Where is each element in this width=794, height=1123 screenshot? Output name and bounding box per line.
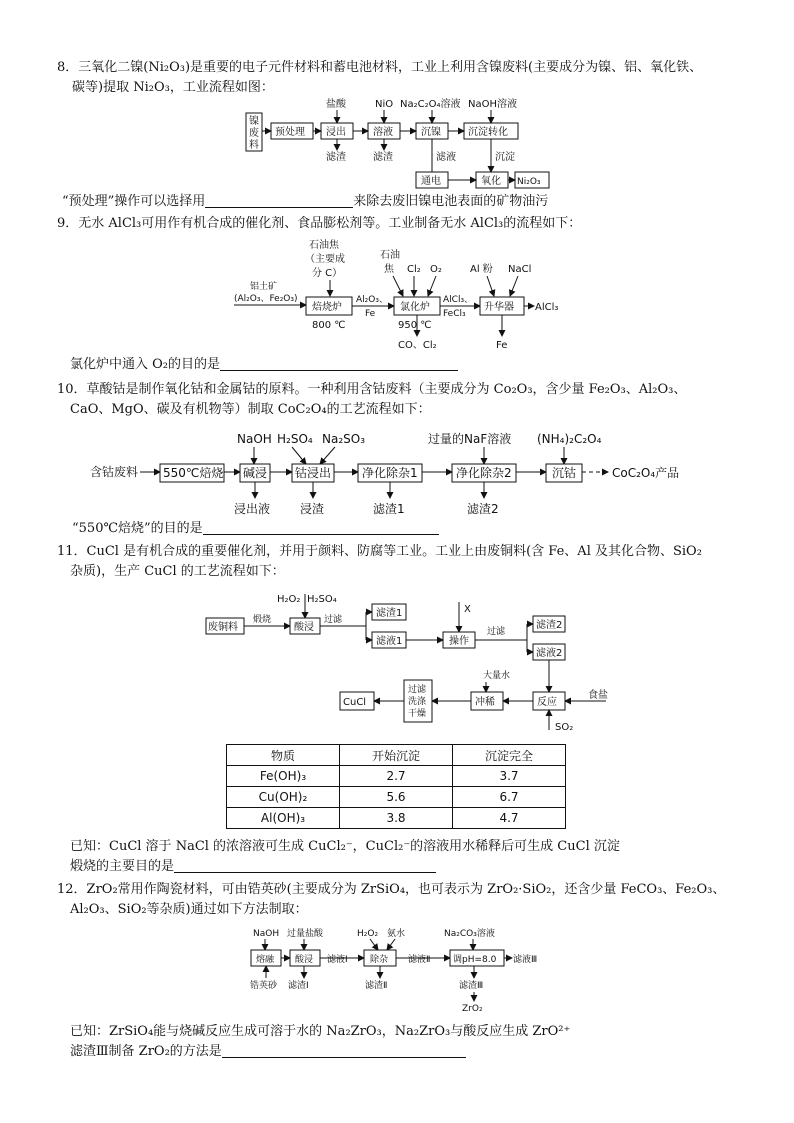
q11-question-text: 煅烧的主要目的是: [70, 859, 175, 874]
q12-stem-line2: Al₂O₃、SiO₂等杂质)通过如下方法制取：: [70, 902, 308, 917]
q8-stem-line1: 8．三氧化二镍(Ni₂O₃)是重要的电子元件材料和蓄电池材料，工业上利用含镍废料(主要成分为镍、铝、氧化铁、: [57, 60, 703, 75]
q12-naoh: NaOH: [253, 929, 280, 939]
q8-step-label: 沉淀转化: [468, 127, 508, 138]
q8-question-pre: “预处理”操作可以选择用: [62, 194, 206, 209]
q8-residue: 滤渣: [373, 152, 393, 163]
q12-step-label: 除杂: [370, 955, 389, 965]
q9-sublimer-label: 升华器: [484, 302, 514, 313]
q11-so2: SO₂: [555, 722, 574, 733]
q9-ore: 铝土矿: [250, 282, 278, 292]
table-cell: 3.7: [453, 766, 566, 787]
q8-residue: 滤渣: [326, 152, 346, 163]
q10-step-label: 550℃焙烧: [163, 466, 224, 480]
q8-source-char: 镍: [249, 116, 259, 127]
q11-filtrate1: 滤液1: [376, 636, 403, 647]
q9-roaster-label: 焙烧炉: [312, 302, 342, 313]
q11-filter2: 过滤: [487, 627, 506, 637]
q12-na2co3: Na₂CO₃溶液: [444, 929, 495, 939]
q10-question: [72, 519, 439, 539]
q12-zro2: ZrO₂: [462, 1004, 483, 1014]
q12-residue2: 滤渣Ⅱ: [365, 981, 388, 991]
q9-fe: Fe: [496, 340, 508, 351]
table-cell: 5.6: [340, 787, 453, 808]
q11-acid: 酸浸: [294, 622, 314, 633]
q10-source: 含钴废料: [90, 465, 139, 479]
q12-known: 已知：ZrSiO₄能与烧碱反应生成可溶于水的 Na₂ZrO₃，Na₂ZrO₃与酸反应生成 ZrO²⁺: [70, 1024, 571, 1039]
q8-question: [62, 192, 548, 212]
q9-mid2: AlCl₃、: [443, 295, 474, 305]
q8-source-char: 废: [249, 128, 259, 139]
q12-nh3: 氨水: [387, 929, 406, 939]
q9-chlorinator-label: 氯化炉: [400, 302, 430, 313]
table-header: 物质: [227, 745, 340, 766]
table-cell: 2.7: [340, 766, 453, 787]
table-row: [227, 808, 566, 829]
q10-output: 滤渣2: [467, 502, 499, 516]
q11-residue2: 滤渣2: [536, 620, 563, 631]
q10-output: 浸渣: [300, 502, 325, 516]
table-row: [227, 787, 566, 808]
q9-coke-note: 石油焦: [309, 240, 339, 251]
table-cell: Cu(OH)₂: [227, 787, 340, 808]
q8-step-label: 通电: [421, 176, 441, 187]
q10-question-text: “550℃焙烧”的目的是: [72, 521, 203, 536]
q8-filtrate: 滤液: [436, 152, 456, 163]
q10-reagent-oxalate: (NH₄)₂C₂O₄: [537, 432, 602, 446]
q9-cl2: Cl₂: [407, 264, 421, 275]
q11-answer-blank[interactable]: [174, 858, 436, 873]
q12-filtrate2: 滤液Ⅱ: [408, 955, 431, 965]
table-cell: Al(OH)₃: [227, 808, 340, 829]
q10-reagent-na2so3: Na₂SO₃: [322, 432, 366, 446]
q11-post: 过滤: [408, 685, 427, 695]
q8-stem-line2: 碳等)提取 Ni₂O₃，工业流程如图：: [72, 80, 274, 95]
q10-output: 滤渣1: [373, 502, 405, 516]
q12-residue1: 滤渣Ⅰ: [288, 981, 309, 991]
q8-precipitate: 沉淀: [495, 152, 515, 163]
q11-filter1: 过滤: [324, 615, 343, 625]
q9-temp1: 800 ℃: [312, 320, 346, 331]
q10-output: 浸出液: [234, 502, 271, 516]
q11-flowchart: [206, 594, 608, 733]
q9-ore-composition: (Al₂O₃、Fe₂O₃): [234, 294, 298, 304]
q11-known: 已知：CuCl 溶于 NaCl 的浓溶液可生成 CuCl₂⁻，CuCl₂⁻的溶液用水稀释后可生成 CuCl 沉淀: [70, 839, 620, 854]
q9-nacl: NaCl: [508, 264, 532, 275]
q12-step-label: 调pH=8.0: [453, 955, 497, 965]
q12-question: [70, 1042, 466, 1062]
q9-question: [70, 355, 458, 375]
q8-step-label: 沉镍: [421, 127, 441, 138]
q8-answer-blank[interactable]: [205, 193, 353, 208]
q11-dilute: 冲稀: [475, 697, 495, 708]
q12-answer-blank[interactable]: [222, 1043, 466, 1058]
q9-gas: CO、Cl₂: [398, 340, 437, 351]
q8-reagent-hcl: 盐酸: [326, 99, 346, 110]
q8-step-label: 溶液: [373, 127, 393, 138]
q12-flowchart: [250, 927, 537, 1014]
q11-calcine: 煅烧: [253, 615, 272, 625]
q8-reagent-naoh: NaOH溶液: [468, 99, 517, 110]
q10-step-label: 碱浸: [243, 466, 268, 480]
q8-reagent-oxalate: Na₂C₂O₄溶液: [400, 99, 461, 110]
table-row: [227, 766, 566, 787]
q8-flowchart: [246, 97, 549, 188]
q11-filtrate2: 滤液2: [536, 648, 563, 659]
q9-coke-note: （主要成: [305, 254, 345, 265]
q9-flowchart: [234, 238, 558, 351]
q12-residue3: 滤渣Ⅲ: [459, 981, 484, 991]
q8-question-post: 来除去废旧镍电池表面的矿物油污: [353, 194, 549, 209]
q12-stem-line1: 12．ZrO₂常用作陶瓷材料，可由锆英砂(主要成分为 ZrSiO₄，也可表示为 ZrO₂·SiO₂，还含少量 FeCO₃、Fe₂O₃、: [57, 882, 726, 897]
q10-reagent-naoh: NaOH: [237, 432, 272, 446]
q9-mid1: Al₂O₃、: [356, 295, 388, 305]
q10-step-label: 钴浸出: [295, 466, 332, 480]
table-cell: 6.7: [453, 787, 566, 808]
q12-zircon: 锆英砂: [250, 981, 278, 991]
q10-product: CoC₂O₄产品: [612, 466, 680, 480]
q10-stem-line2: CaO、MgO、碳及有机物等）制取 CoC₂O₄的工艺流程如下：: [70, 402, 431, 417]
q8-product: Ni₂O₃: [517, 177, 541, 187]
q11-ph-table: [226, 744, 566, 829]
table-header: 开始沉淀: [340, 745, 453, 766]
q11-h2so4: H₂SO₄: [307, 594, 337, 605]
q9-mid1-fe: Fe: [365, 309, 376, 319]
table-cell: Fe(OH)₃: [227, 766, 340, 787]
table-cell: 3.8: [340, 808, 453, 829]
q9-coke2: 石油: [380, 250, 400, 261]
q8-step-label: 氧化: [481, 176, 501, 187]
q12-step-label: 熔融: [256, 955, 275, 965]
q9-coke-note: 分 C）: [312, 268, 343, 279]
q8-step-label: 预处理: [275, 127, 305, 138]
q11-product: CuCl: [343, 697, 367, 708]
table-cell: 4.7: [453, 808, 566, 829]
q11-stem-line2: 杂质)，生产 CuCl 的工艺流程如下：: [70, 564, 285, 579]
q11-react: 反应: [537, 697, 557, 708]
q9-question-text: 氯化炉中通入 O₂的目的是: [70, 357, 221, 372]
table-header: 沉淀完全: [453, 745, 566, 766]
q12-h2o2: H₂O₂: [357, 929, 379, 939]
q9-o2: O₂: [430, 264, 442, 275]
q8-reagent-nio: NiO: [375, 99, 394, 110]
q9-coke2: 焦: [384, 264, 394, 275]
q9-product: AlCl₃: [535, 302, 559, 313]
q10-reagent-h2so4: H₂SO₄: [277, 432, 313, 446]
q10-stem-line1: 10．草酸钴是制作氧化钴和金属钴的原料。一种利用含钴废料（主要成分为 Co₂O₃，含少量 Fe₂O₃、Al₂O₃、: [57, 382, 687, 397]
q12-filtrate1: 滤液Ⅰ: [327, 955, 348, 965]
q10-step-label: 沉钴: [552, 466, 577, 480]
q11-stem-line1: 11．CuCl 是有机合成的重要催化剂，并用于颜料、防腐等工业。工业上由废铜料(含 Fe、Al 及其化合物、SiO₂: [57, 544, 702, 559]
q11-post: 洗涤: [408, 697, 427, 707]
q11-residue1: 滤渣1: [376, 608, 403, 619]
q11-x: X: [464, 604, 471, 615]
q11-question: [70, 857, 436, 877]
q12-step-label: 酸浸: [295, 955, 314, 965]
q10-step-label: 净化除杂2: [456, 466, 512, 480]
q11-h2o2: H₂O₂: [277, 594, 301, 605]
q9-stem-line1: 9．无水 AlCl₃可用作有机合成的催化剂、食品膨松剂等。工业制备无水 AlCl₃的流程如下：: [57, 216, 582, 231]
q12-hcl: 过量盐酸: [287, 929, 324, 939]
q9-answer-blank[interactable]: [220, 356, 458, 371]
q10-reagent-naf: 过量的NaF溶液: [428, 432, 512, 446]
q10-step-label: 净化除杂1: [362, 466, 418, 480]
q12-filtrate3: 滤液Ⅲ: [513, 955, 538, 965]
q11-water: 大量水: [483, 671, 511, 681]
q11-source: 废铜料: [208, 622, 238, 633]
q8-step-label: 浸出: [326, 127, 346, 138]
q9-mid2-fecl3: FeCl₃: [443, 309, 466, 319]
q10-answer-blank[interactable]: [203, 520, 439, 535]
q11-post: 干燥: [408, 709, 427, 719]
q11-operation: 操作: [449, 636, 469, 647]
q9-temp2: 950 ℃: [398, 320, 432, 331]
q8-source-char: 料: [249, 140, 259, 151]
q12-question-text: 滤渣Ⅲ制备 ZrO₂的方法是: [70, 1044, 222, 1059]
q10-flowchart: [90, 431, 679, 516]
q9-al-powder: Al 粉: [470, 264, 493, 275]
q11-nacl: 食盐: [588, 690, 608, 701]
table-header-row: [227, 745, 566, 766]
